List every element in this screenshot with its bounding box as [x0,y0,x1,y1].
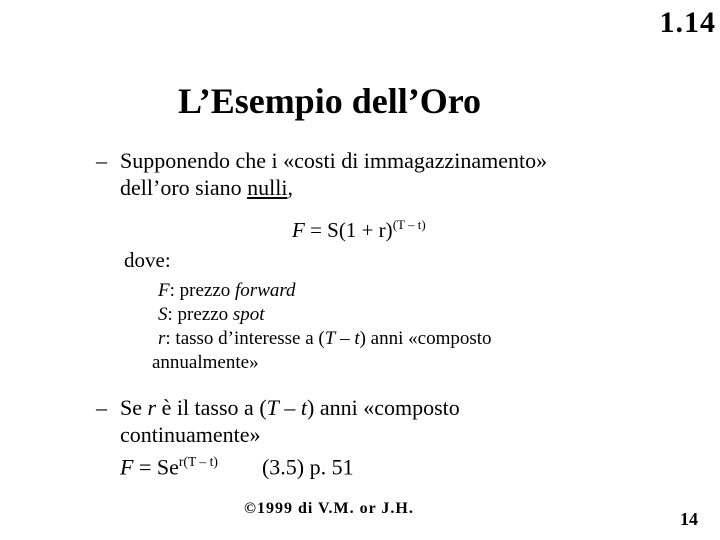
eq-rhs: = S(1 + r) [304,218,393,242]
symbol-t: t [300,395,308,420]
definition-r [152,327,492,351]
equation-reference: (3.5) p. 51 [261,454,354,480]
bullet-1-line-2 [96,174,547,201]
bullet-2-text: Se [120,395,148,420]
minus-sign: – [278,395,301,420]
symbol-s: S [158,304,168,325]
symbol-r: r [147,395,157,420]
definitions-list [152,279,492,375]
slide-number: 1.14 [659,6,716,39]
bullet-1-text-2: dell’oro siano [120,175,248,200]
eq-lhs: F [120,454,134,480]
dash-bullet: – [96,395,107,420]
definition-s [152,303,492,327]
page-number: 14 [680,509,698,529]
footer-copyright: ©1999 di V.M. or J.H. [244,500,414,517]
definition-text: : prezzo [167,304,233,325]
bullet-2-text-tail: ) anni «composto [307,395,460,420]
symbol-r: r [158,328,166,349]
bullet-2 [96,394,460,480]
symbol-T: T [324,328,336,349]
equation-continuous [96,448,460,480]
definition-f [152,279,492,303]
bullet-1 [96,147,547,201]
bullet-2-line-2: continuamente» [120,422,261,447]
eq-rhs: = Se [133,454,179,480]
definition-text: : tasso d’interesse a ( [165,328,325,349]
definition-text-tail: ) anni «composto [359,328,492,349]
symbol-T: T [266,395,279,420]
comma: , [287,175,293,200]
bullet-2-text-mid: è il tasso a ( [156,395,267,420]
definitions-heading: dove: [124,248,171,272]
eq-exponent: r(T – t) [178,454,218,469]
symbol-t: t [354,328,360,349]
symbol-f: F [158,280,170,301]
definition-term: forward [235,280,296,301]
definition-r-continued: annualmente» [152,352,259,373]
eq-lhs: F [292,218,305,242]
minus-sign: – [335,328,355,349]
underlined-word: nulli [247,175,288,200]
definition-text: : prezzo [169,280,236,301]
slide-title: L’Esempio dell’Oro [178,81,482,121]
equation-forward-price [292,217,426,243]
bullet-2-line-1 [96,394,460,421]
eq-exponent: (T – t) [392,217,426,232]
dash-bullet: – [96,148,107,173]
definition-term: spot [232,304,265,325]
bullet-1-text: Supponendo che i «costi di immagazzinamento» [120,148,548,173]
bullet-1-line-1 [96,147,547,174]
